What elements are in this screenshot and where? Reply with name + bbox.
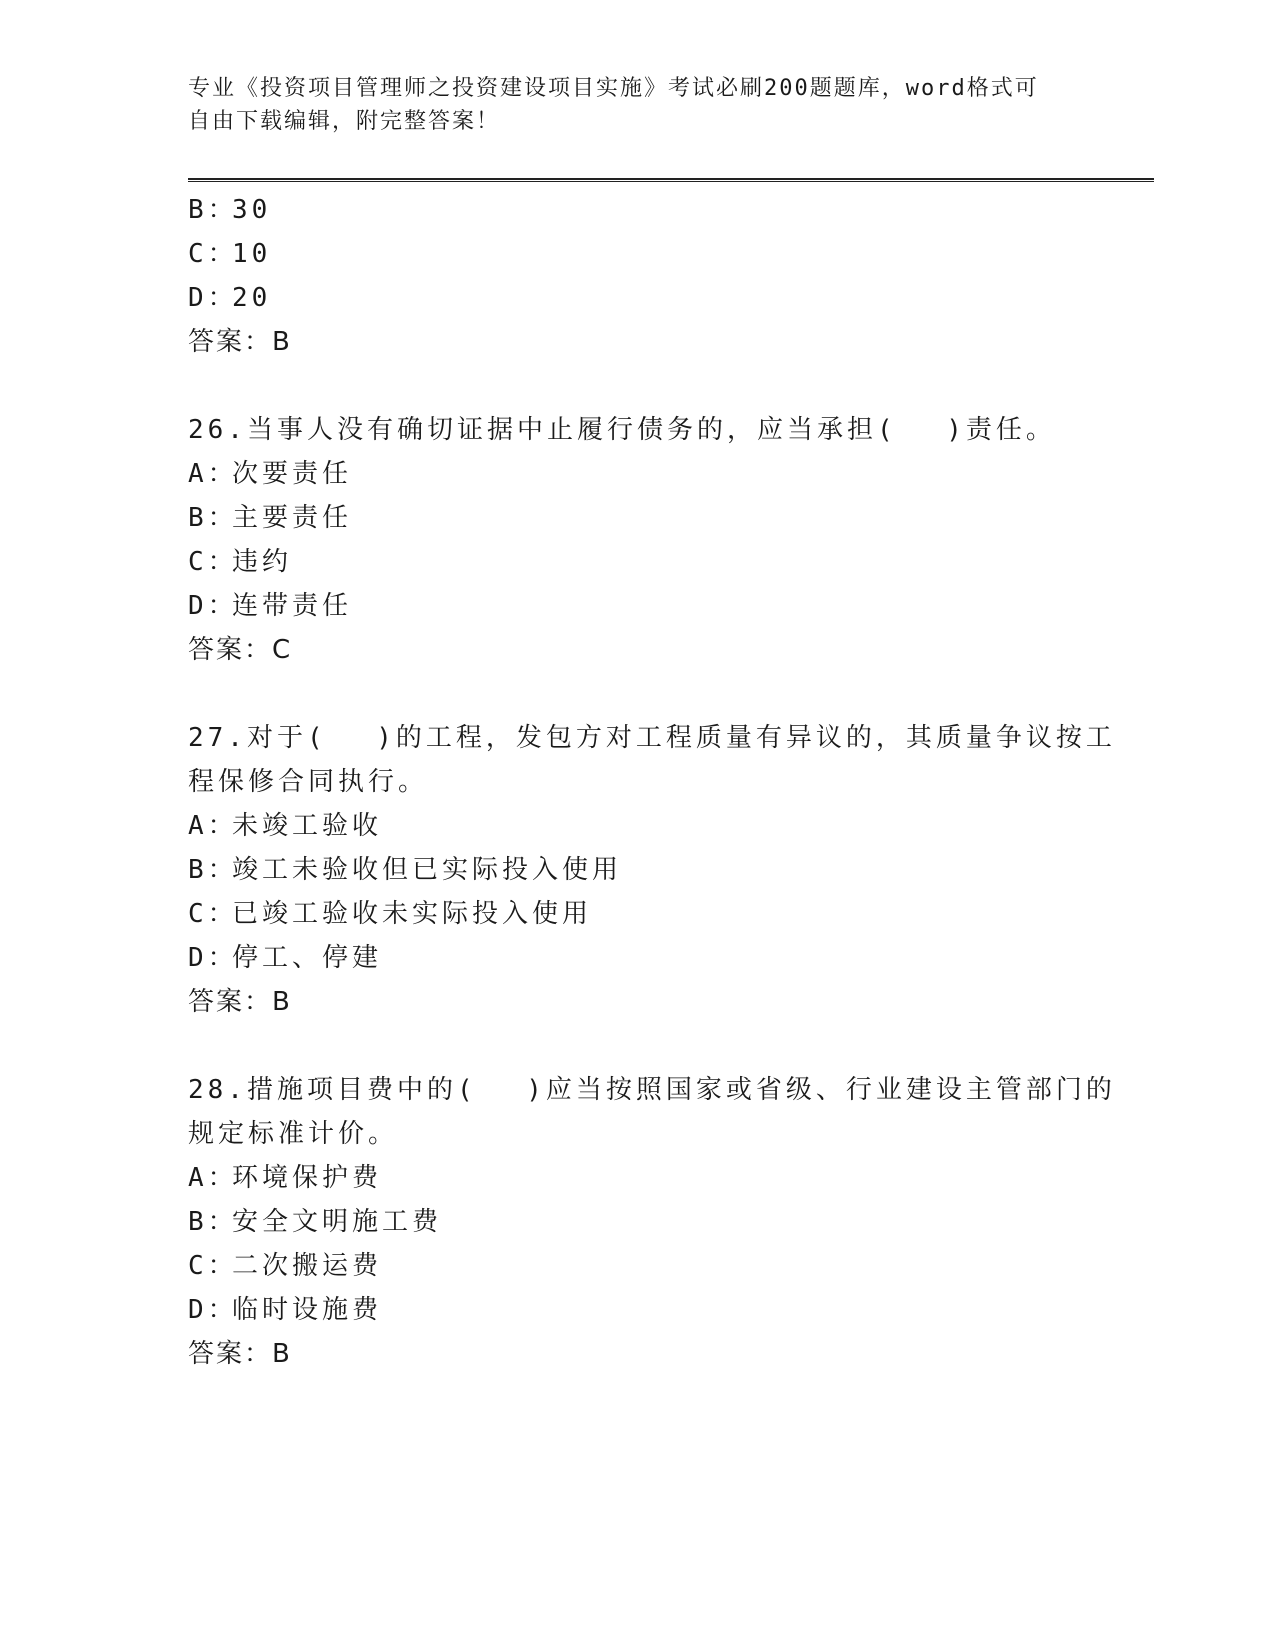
document-header	[188, 72, 1068, 138]
q25-option-c: C：10	[188, 239, 272, 269]
q28-option-a: A：环境保护费	[188, 1163, 383, 1193]
q28-stem-line-2: 规定标准计价。	[188, 1119, 399, 1149]
q26-option-c: C：违约	[188, 547, 293, 577]
q27-option-a: A：未竣工验收	[188, 811, 383, 841]
q27-option-c: C：已竣工验收未实际投入使用	[188, 899, 593, 929]
q25-option-d: D：20	[188, 283, 272, 313]
q28-option-d: D：临时设施费	[188, 1295, 383, 1325]
q27-answer: 答案：B	[188, 987, 292, 1017]
q28-option-c: C：二次搬运费	[188, 1251, 383, 1281]
q28-stem-line-1: 28.措施项目费中的( )应当按照国家或省级、行业建设主管部门的	[188, 1075, 1116, 1105]
q26-stem: 26.当事人没有确切证据中止履行债务的，应当承担( )责任。	[188, 415, 1056, 445]
q28-answer: 答案：B	[188, 1339, 292, 1369]
q27-stem-line-1: 27.对于( )的工程，发包方对工程质量有异议的，其质量争议按工	[188, 723, 1116, 753]
q26-option-a: A：次要责任	[188, 459, 353, 489]
header-line-1: 专业《投资项目管理师之投资建设项目实施》考试必刷200题题库，word格式可	[188, 76, 1039, 101]
q26-option-d: D：连带责任	[188, 591, 353, 621]
q25-answer: 答案：B	[188, 327, 292, 357]
q27-option-b: B：竣工未验收但已实际投入使用	[188, 855, 623, 885]
q27-option-d: D：停工、停建	[188, 943, 383, 973]
q27-stem-line-2: 程保修合同执行。	[188, 767, 429, 797]
header-line-2: 自由下载编辑，附完整答案！	[188, 109, 501, 134]
q25-option-b: B：30	[188, 195, 272, 225]
q28-option-b: B：安全文明施工费	[188, 1207, 443, 1237]
header-divider	[188, 178, 1154, 182]
q26-answer: 答案：C	[188, 635, 293, 665]
q26-option-b: B：主要责任	[188, 503, 353, 533]
